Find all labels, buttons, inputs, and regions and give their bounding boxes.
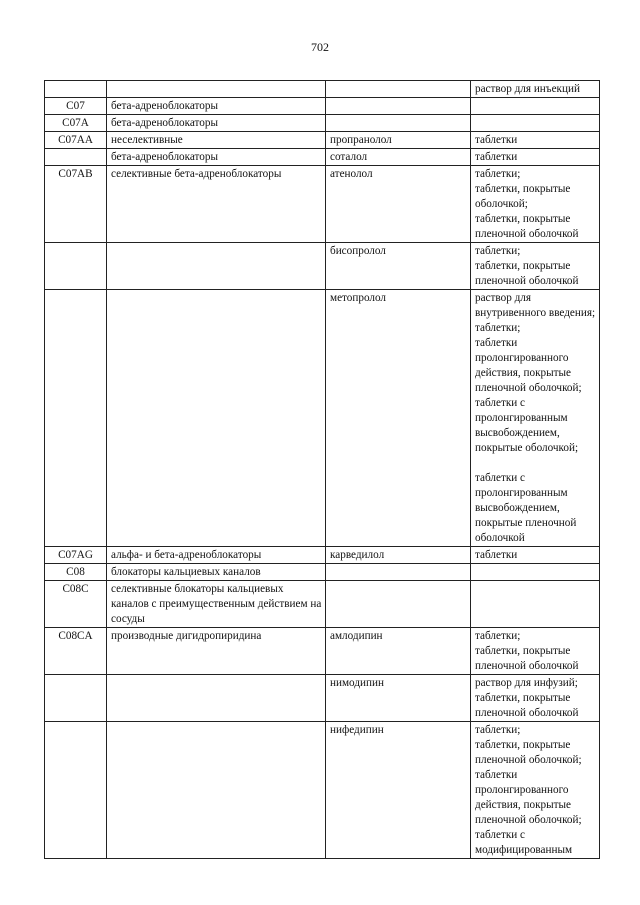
atc-code-cell: C08: [45, 564, 107, 581]
dosage-form-cell: таблетки; таблетки, покрытые оболочкой; таблетки, покрытые пленочной оболочкой: [471, 166, 600, 243]
drug-name-cell: нифедипин: [326, 722, 471, 859]
group-name-cell: [107, 675, 326, 722]
group-name-cell: бета-адреноблокаторы: [107, 149, 326, 166]
atc-code-cell: C08C: [45, 581, 107, 628]
atc-code-cell: C07: [45, 98, 107, 115]
atc-code-cell: [45, 675, 107, 722]
dosage-form-cell: [471, 564, 600, 581]
dosage-form-cell: таблетки; таблетки, покрытые пленочной оболочкой: [471, 243, 600, 290]
atc-code-cell: [45, 149, 107, 166]
drug-name-cell: карведилол: [326, 547, 471, 564]
table-row: [45, 722, 600, 859]
atc-code-cell: [45, 290, 107, 547]
table-row: [45, 547, 600, 564]
dosage-form-cell: раствор для внутривенного введения; таблетки; таблетки пролонгированного действия, покрытые пленочной оболочкой; таблетки с пролонгированным высвобождением, покрытые оболочкой; таблетки с пролонгированным высвобождением, покрытые пленочной оболочкой: [471, 290, 600, 547]
dosage-form-cell: раствор для инфузий; таблетки, покрытые пленочной оболочкой: [471, 675, 600, 722]
drug-name-cell: [326, 564, 471, 581]
group-name-cell: блокаторы кальциевых каналов: [107, 564, 326, 581]
group-name-cell: [107, 243, 326, 290]
group-name-cell: производные дигидропиридина: [107, 628, 326, 675]
table-row: [45, 81, 600, 98]
atc-code-cell: [45, 243, 107, 290]
dosage-form-cell: [471, 98, 600, 115]
drug-table: [44, 80, 600, 859]
table-row: [45, 166, 600, 243]
group-name-cell: [107, 722, 326, 859]
drug-name-cell: [326, 81, 471, 98]
table-row: [45, 290, 600, 547]
table-row: [45, 243, 600, 290]
atc-code-cell: C07AG: [45, 547, 107, 564]
drug-name-cell: бисопролол: [326, 243, 471, 290]
dosage-form-cell: таблетки: [471, 132, 600, 149]
group-name-cell: селективные бета-адреноблокаторы: [107, 166, 326, 243]
dosage-form-cell: [471, 115, 600, 132]
dosage-form-cell: таблетки: [471, 149, 600, 166]
group-name-cell: бета-адреноблокаторы: [107, 98, 326, 115]
dosage-form-cell: таблетки: [471, 547, 600, 564]
atc-code-cell: C07AB: [45, 166, 107, 243]
atc-code-cell: C08CA: [45, 628, 107, 675]
drug-name-cell: [326, 98, 471, 115]
group-name-cell: альфа- и бета-адреноблокаторы: [107, 547, 326, 564]
dosage-form-cell: [471, 581, 600, 628]
drug-name-cell: соталол: [326, 149, 471, 166]
dosage-form-cell: таблетки; таблетки, покрытые пленочной оболочкой: [471, 628, 600, 675]
drug-name-cell: амлодипин: [326, 628, 471, 675]
atc-code-cell: C07A: [45, 115, 107, 132]
drug-name-cell: атенолол: [326, 166, 471, 243]
table-row: [45, 98, 600, 115]
table-row: [45, 564, 600, 581]
group-name-cell: неселективные: [107, 132, 326, 149]
drug-name-cell: метопролол: [326, 290, 471, 547]
dosage-form-cell: таблетки; таблетки, покрытые пленочной оболочкой; таблетки пролонгированного действия, покрытые пленочной оболочкой; таблетки с модифицированным: [471, 722, 600, 859]
table-row: [45, 132, 600, 149]
table-row: [45, 581, 600, 628]
group-name-cell: бета-адреноблокаторы: [107, 115, 326, 132]
drug-name-cell: пропранолол: [326, 132, 471, 149]
table-row: [45, 628, 600, 675]
table-row: [45, 149, 600, 166]
atc-code-cell: [45, 81, 107, 98]
atc-code-cell: C07AA: [45, 132, 107, 149]
drug-name-cell: [326, 115, 471, 132]
drug-name-cell: нимодипин: [326, 675, 471, 722]
table-row: [45, 675, 600, 722]
dosage-form-cell: раствор для инъекций: [471, 81, 600, 98]
group-name-cell: [107, 290, 326, 547]
group-name-cell: селективные блокаторы кальциевых каналов с преимущественным действием на сосуды: [107, 581, 326, 628]
table-row: [45, 115, 600, 132]
page-number: 702: [311, 40, 329, 54]
drug-name-cell: [326, 581, 471, 628]
atc-code-cell: [45, 722, 107, 859]
group-name-cell: [107, 81, 326, 98]
